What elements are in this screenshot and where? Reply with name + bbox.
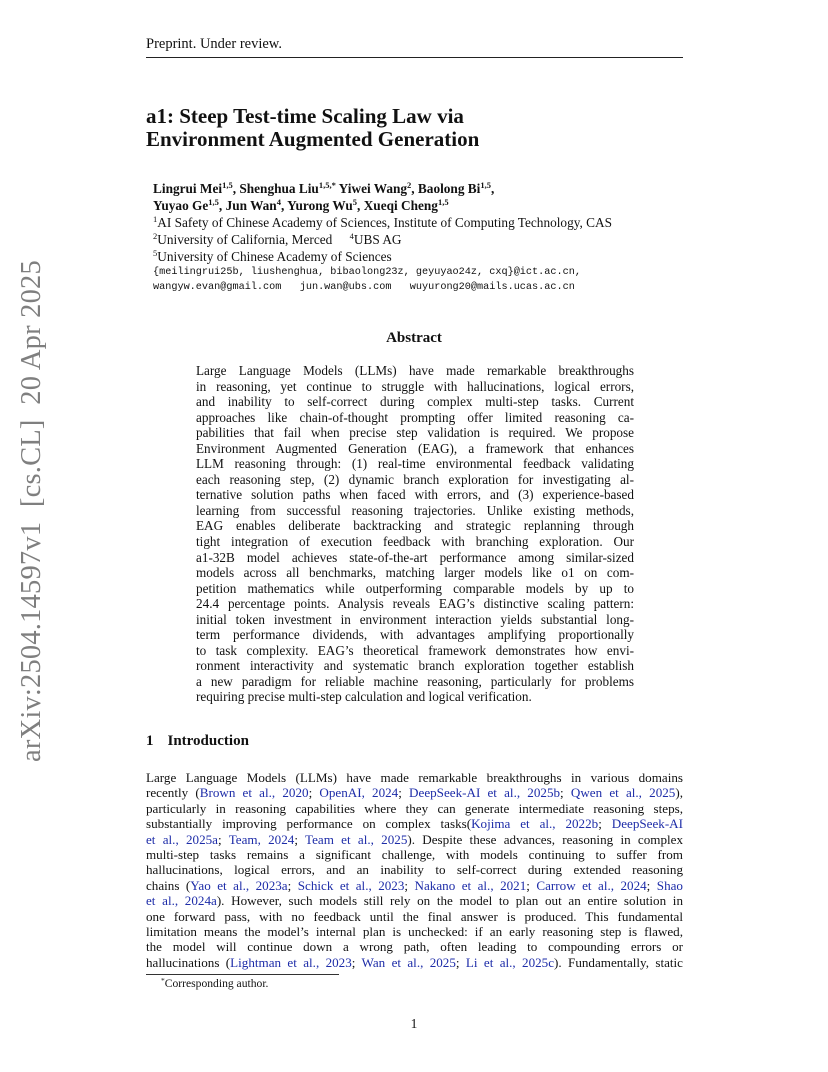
- author-line-2: Yuyao Ge$^{1,5}$, Jun Wan$^4$, Yurong Wu$^5$, Xueqi Cheng$^{1,5}$: [153, 197, 449, 213]
- intro-text-segment: the model will continue down a wrong path, often leading to compounding errors or: [146, 939, 683, 955]
- intro-line: [146, 893, 683, 908]
- intro-line: [146, 878, 683, 893]
- abstract-line: each reasoning step, (2) dynamic branch exploration for investigating al-: [196, 471, 634, 487]
- abstract-line: term performance dividends, with advantages amplifying proportionally: [196, 627, 634, 643]
- intro-text-segment: ;: [351, 954, 362, 970]
- author-name: Baolong Bi: [417, 181, 481, 196]
- intro-text-segment: one forward pass, with no feedback until the final answer is produced. This fundamental: [146, 908, 683, 924]
- section-heading: [146, 733, 249, 750]
- affiliation-text: University of California, Merced: [157, 232, 333, 247]
- footnote-rule: [146, 974, 339, 975]
- intro-text-segment: Large Language Models (LLMs) have made remarkable breakthroughs in various domains: [146, 770, 683, 785]
- abstract-line: LLM reasoning through: (1) real-time environmental feedback validating: [196, 456, 634, 472]
- intro-line: [146, 816, 683, 831]
- intro-line: [146, 770, 683, 785]
- author-affiliation-mark: 1,5: [437, 197, 449, 207]
- abstract-line: ternative solution paths when faced with errors, and (3) experience-based: [196, 487, 634, 503]
- intro-line: [146, 785, 683, 800]
- intro-text-segment: ;: [308, 785, 320, 801]
- section-number: 1: [146, 733, 154, 749]
- footnote: [161, 977, 268, 990]
- author-affiliation-mark: 2: [407, 180, 412, 190]
- intro-line: [146, 801, 683, 816]
- affiliation-number: 1: [153, 214, 158, 224]
- page-number: 1: [410, 1016, 418, 1031]
- affiliation-number: 4: [349, 231, 354, 241]
- running-head: Preprint. Under review.: [146, 36, 282, 52]
- abstract-line: EAG enables deliberate backtracking and strategic replanning through: [196, 518, 634, 534]
- citation-link[interactable]: Qwen et al., 2025: [570, 785, 676, 801]
- intro-text-segment: particularly in reasoning capabilities where they can generate intermediate reasoning steps,: [146, 800, 683, 816]
- arxiv-identifier-stamp: arXiv:2504.14597v1 [cs.CL] 20 Apr 2025: [16, 260, 47, 762]
- intro-line: [146, 832, 683, 847]
- intro-text-segment: limitation means the model’s internal plan is unchecked: if an early reasoning step is flawed,: [146, 924, 683, 940]
- citation-link[interactable]: Yao et al., 2023a: [190, 877, 288, 893]
- footnote-text: Corresponding author.: [164, 977, 269, 990]
- footnote-mark: *: [161, 976, 165, 985]
- abstract-line: petition mathematics while outperforming comparable models by up to: [196, 580, 634, 596]
- abstract-line: initial token investment in environment interaction yields substantial long-: [196, 611, 634, 627]
- author-name: Yiwei Wang: [338, 181, 408, 196]
- author-name: Yurong Wu: [287, 198, 353, 213]
- abstract-line: a1-32B model achieves state-of-the-art performance among similar-sized: [196, 549, 634, 565]
- affiliation-line: [153, 214, 612, 231]
- intro-line: [146, 909, 683, 924]
- intro-text-segment: hallucinations, logical errors, and an inability to self-correct during extended reasoning: [146, 862, 683, 878]
- abstract-body: [196, 363, 634, 705]
- intro-text-segment: ). Despite these advances, reasoning in complex: [407, 831, 683, 847]
- abstract-line: a new paradigm for reliable machine reasoning, particularly for problems: [196, 673, 634, 689]
- citation-link[interactable]: Shao: [656, 877, 683, 893]
- citation-link[interactable]: Nakano et al., 2021: [414, 877, 527, 893]
- citation-link[interactable]: DeepSeek-AI: [611, 816, 683, 832]
- intro-text-segment: recently (: [146, 785, 200, 801]
- author-affiliation-mark: 4: [276, 197, 281, 207]
- citation-link[interactable]: Li et al., 2025c: [465, 954, 555, 970]
- abstract-line: learning from successful reasoning trajectories. Unlike existing methods,: [196, 502, 634, 518]
- author-affiliation-mark: 1,5: [208, 197, 219, 207]
- abstract-line: in reasoning, yet continue to struggle with hallucinations, logical errors,: [196, 378, 634, 394]
- affiliation-text: University of Chinese Academy of Sciences: [157, 249, 392, 264]
- citation-link[interactable]: Wan et al., 2025: [361, 954, 456, 970]
- abstract-line: 24.4 percentage points. Analysis reveals EAG’s distinctive scaling pattern:: [196, 596, 634, 612]
- citation-link[interactable]: et al., 2024a: [146, 893, 217, 909]
- citation-link[interactable]: Schick et al., 2023: [297, 877, 405, 893]
- author-affiliation-mark: 5: [352, 197, 358, 207]
- author-name: Yuyao Ge: [153, 198, 209, 213]
- intro-line: [146, 862, 683, 877]
- abstract-line: tight integration of execution feedback with branching exploration. Our: [196, 534, 634, 550]
- affiliation-line: [153, 248, 612, 265]
- intro-line: [146, 939, 683, 954]
- affiliation-number: 2: [153, 231, 158, 241]
- abstract-line: Large Language Models (LLMs) have made remarkable breakthroughs: [196, 363, 634, 378]
- intro-text-segment: ;: [294, 831, 306, 847]
- citation-link[interactable]: Brown et al., 2020: [199, 785, 309, 801]
- intro-text-segment: multi-step tasks remains a significant challenge, with models continuing to suffer from: [146, 847, 683, 863]
- author-name: Lingrui Mei: [153, 181, 223, 196]
- intro-text-segment: ;: [598, 816, 612, 832]
- intro-text-segment: chains (: [146, 877, 191, 893]
- author-name: Shenghua Liu: [239, 181, 319, 196]
- intro-text-segment: ). However, such models still rely on the model to plan out an entire solution in: [216, 893, 683, 909]
- intro-line: [146, 847, 683, 862]
- header-rule: [146, 57, 683, 58]
- intro-line: [146, 955, 683, 970]
- citation-link[interactable]: et al., 2025a: [146, 831, 218, 847]
- title-line-1: a1: Steep Test-time Scaling Law via: [146, 104, 464, 128]
- citation-link[interactable]: Team, 2024: [228, 831, 295, 847]
- intro-text-segment: ;: [404, 877, 415, 893]
- author-name: Jun Wan: [225, 198, 277, 213]
- author-block: [153, 180, 612, 295]
- author-name: Xueqi Cheng: [363, 198, 438, 213]
- intro-text-segment: substantially improving performance on complex tasks(: [146, 816, 472, 832]
- citation-link[interactable]: DeepSeek-AI et al., 2025b: [409, 785, 561, 801]
- abstract-line: ronment interactivity and systematic branch exploration together establish: [196, 658, 634, 674]
- intro-text-segment: ;: [646, 877, 657, 893]
- author-line-1: Lingrui Mei$^{1,5}$, Shenghua Liu$^{1,5,*}$ Yiwei Wang$^2$, Baolong Bi$^{1,5}$,: [153, 180, 495, 196]
- intro-text-segment: ;: [287, 877, 298, 893]
- introduction-body: [146, 770, 683, 970]
- intro-text-segment: ;: [560, 785, 571, 801]
- abstract-heading: Abstract: [386, 330, 442, 346]
- abstract-line: and inability to self-correct during complex multi-step tasks. Current: [196, 394, 634, 410]
- section-title: Introduction: [167, 733, 249, 749]
- abstract-line: to task complexity. EAG’s theoretical framework demonstrates how envi-: [196, 642, 634, 658]
- intro-text-segment: hallucinations (: [146, 954, 231, 970]
- intro-text-segment: ;: [455, 954, 466, 970]
- affiliation-number: 5: [153, 248, 158, 258]
- affiliation-text: AI Safety of Chinese Academy of Sciences, Institute of Computing Technology, CAS: [157, 215, 613, 230]
- author-affiliation-mark: 1,5,*: [318, 180, 336, 190]
- abstract-line: requiring precise multi-step calculation and logical verification.: [196, 689, 532, 705]
- intro-line: [146, 924, 683, 939]
- abstract-line: models across all benchmarks, matching larger models like o1 on com-: [196, 565, 634, 581]
- citation-link[interactable]: Lightman et al., 2023: [230, 954, 352, 970]
- author-affiliation-mark: 1,5: [222, 180, 233, 190]
- paper-title: [146, 105, 706, 151]
- intro-text-segment: ;: [398, 785, 410, 801]
- citation-link[interactable]: Team et al., 2025: [305, 831, 408, 847]
- email-line: {meilingrui25b, liushenghua, bibaolong23z, geyuyao24z, cxq}@ict.ac.cn,: [153, 267, 581, 278]
- author-affiliation-mark: 1,5: [480, 180, 491, 190]
- citation-link[interactable]: Kojima et al., 2022b: [471, 816, 599, 832]
- title-line-2: Environment Augmented Generation: [146, 127, 480, 151]
- affiliation-text: UBS AG: [353, 232, 402, 247]
- intro-text-segment: ). Fundamentally, static: [554, 954, 683, 970]
- abstract-line: approaches like chain-of-thought prompting offer limited reasoning ca-: [196, 409, 634, 425]
- intro-text-segment: ;: [218, 831, 229, 847]
- abstract-line: Environment Augmented Generation (EAG), a framework that enhances: [196, 440, 634, 456]
- citation-link[interactable]: Carrow et al., 2024: [536, 877, 647, 893]
- affiliation-line: [153, 231, 612, 248]
- abstract-line: pabilities that fail when precise step validation is required. We propose: [196, 425, 634, 441]
- intro-text-segment: ),: [675, 785, 683, 801]
- email-line: wangyw.evan@gmail.com jun.wan@ubs.com wuyurong20@mails.ucas.ac.cn: [153, 282, 575, 293]
- intro-text-segment: ;: [526, 877, 537, 893]
- citation-link[interactable]: OpenAI, 2024: [319, 785, 399, 801]
